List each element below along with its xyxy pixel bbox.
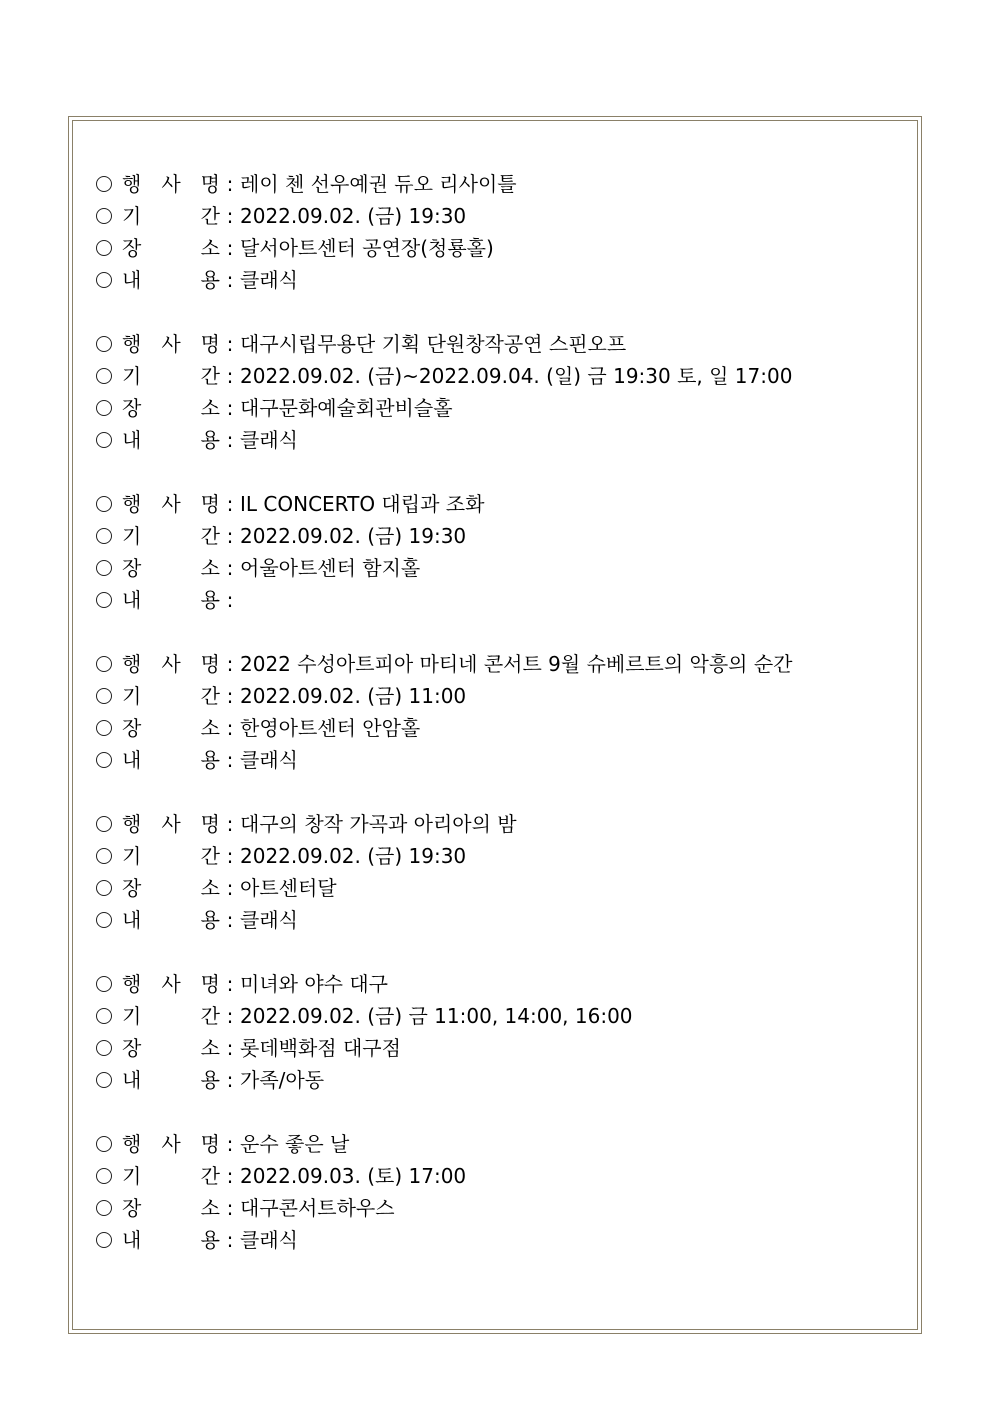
- field-label-content: [122, 1224, 220, 1256]
- field-label-period: [122, 840, 220, 872]
- field-colon: :: [226, 204, 234, 228]
- field-label-place: [122, 392, 220, 424]
- field-label-char: 기: [122, 204, 142, 228]
- event-period-value: 2022.09.03. (토) 17:00: [240, 1164, 467, 1188]
- field-label-char: 기: [122, 524, 142, 548]
- event-content-row: [94, 1064, 914, 1096]
- field-label-char: 명: [200, 652, 220, 676]
- circle-bullet-icon: [96, 272, 112, 288]
- event-block: [94, 1128, 914, 1256]
- event-period-value: 2022.09.02. (금) 금 11:00, 14:00, 16:00: [240, 1004, 633, 1028]
- field-label-period: [122, 680, 220, 712]
- event-period-row: [94, 1000, 914, 1032]
- field-label-char: 사: [161, 652, 181, 676]
- field-label-char: 명: [200, 1132, 220, 1156]
- circle-bullet-icon: [96, 1232, 112, 1248]
- field-label-place: [122, 712, 220, 744]
- field-label-char: 사: [161, 172, 181, 196]
- field-colon: :: [226, 364, 234, 388]
- event-name-row: [94, 648, 914, 680]
- event-period-value: 2022.09.02. (금) 11:00: [240, 684, 467, 708]
- circle-bullet-icon: [96, 1136, 112, 1152]
- event-place-row: [94, 1032, 914, 1064]
- event-period-row: [94, 840, 914, 872]
- event-content-row: [94, 584, 914, 616]
- field-colon: :: [226, 1004, 234, 1028]
- circle-bullet-icon: [96, 400, 112, 416]
- event-content-value: 클래식: [240, 748, 298, 772]
- field-colon: :: [226, 812, 234, 836]
- field-label-char: 용: [200, 1068, 220, 1092]
- field-colon: :: [226, 1132, 234, 1156]
- field-colon: :: [226, 236, 234, 260]
- circle-bullet-icon: [96, 496, 112, 512]
- field-label-char: 내: [122, 428, 142, 452]
- field-colon: :: [226, 428, 234, 452]
- field-label-period: [122, 360, 220, 392]
- field-label-content: [122, 584, 220, 616]
- field-colon: :: [226, 972, 234, 996]
- field-label-char: 장: [122, 1036, 142, 1060]
- field-colon: :: [226, 396, 234, 420]
- event-period-value: 2022.09.02. (금) 19:30: [240, 204, 467, 228]
- field-label-char: 행: [122, 332, 142, 356]
- event-name-row: [94, 1128, 914, 1160]
- event-period-row: [94, 1160, 914, 1192]
- field-label-content: [122, 904, 220, 936]
- field-label-char: 행: [122, 1132, 142, 1156]
- field-label-char: 소: [200, 1036, 220, 1060]
- circle-bullet-icon: [96, 1072, 112, 1088]
- field-label-char: 용: [200, 588, 220, 612]
- field-label-place: [122, 552, 220, 584]
- event-name-row: [94, 328, 914, 360]
- event-place-value: 대구콘서트하우스: [240, 1196, 395, 1220]
- event-place-value: 아트센터달: [240, 876, 337, 900]
- field-label-char: 용: [200, 428, 220, 452]
- circle-bullet-icon: [96, 1168, 112, 1184]
- event-place-row: [94, 872, 914, 904]
- event-block: [94, 488, 914, 616]
- event-content-value: 클래식: [240, 1228, 298, 1252]
- field-label-char: 기: [122, 844, 142, 868]
- field-label-char: 명: [200, 332, 220, 356]
- event-place-value: 한영아트센터 안암홀: [240, 716, 421, 740]
- event-place-row: [94, 712, 914, 744]
- event-block: [94, 808, 914, 936]
- field-colon: :: [226, 1164, 234, 1188]
- circle-bullet-icon: [96, 1200, 112, 1216]
- field-label-char: 용: [200, 268, 220, 292]
- field-label-period: [122, 1000, 220, 1032]
- event-content-row: [94, 424, 914, 456]
- field-label-char: 간: [200, 524, 220, 548]
- field-label-char: 사: [161, 332, 181, 356]
- field-label-place: [122, 1032, 220, 1064]
- field-colon: :: [226, 332, 234, 356]
- field-label-char: 명: [200, 492, 220, 516]
- event-period-value: 2022.09.02. (금) 19:30: [240, 524, 467, 548]
- event-block: [94, 968, 914, 1096]
- event-place-row: [94, 1192, 914, 1224]
- field-label-char: 사: [161, 1132, 181, 1156]
- event-content-row: [94, 904, 914, 936]
- field-label-char: 장: [122, 716, 142, 740]
- field-label-char: 명: [200, 972, 220, 996]
- event-list: [94, 168, 914, 1288]
- field-label-char: 내: [122, 1228, 142, 1252]
- event-block: [94, 328, 914, 456]
- event-content-value: 클래식: [240, 428, 298, 452]
- field-label-char: 명: [200, 812, 220, 836]
- event-place-value: 달서아트센터 공연장(청룡홀): [240, 236, 494, 260]
- event-block: [94, 168, 914, 296]
- field-label-place: [122, 232, 220, 264]
- event-place-row: [94, 232, 914, 264]
- event-name-value: 운수 좋은 날: [240, 1132, 350, 1156]
- field-label-char: 행: [122, 172, 142, 196]
- field-colon: :: [226, 652, 234, 676]
- field-label-char: 장: [122, 396, 142, 420]
- event-name-value: IL CONCERTO 대립과 조화: [240, 492, 485, 516]
- circle-bullet-icon: [96, 752, 112, 768]
- field-colon: :: [226, 492, 234, 516]
- field-label-char: 간: [200, 684, 220, 708]
- event-name-value: 2022 수성아트피아 마티네 콘서트 9월 슈베르트의 악흥의 순간: [240, 652, 793, 676]
- event-name-value: 레이 첸 선우예권 듀오 리사이틀: [240, 172, 517, 196]
- event-name-value: 미녀와 야수 대구: [240, 972, 388, 996]
- field-colon: :: [226, 908, 234, 932]
- field-label-char: 행: [122, 652, 142, 676]
- circle-bullet-icon: [96, 816, 112, 832]
- field-label-char: 기: [122, 1004, 142, 1028]
- circle-bullet-icon: [96, 208, 112, 224]
- event-place-value: 롯데백화점 대구점: [240, 1036, 401, 1060]
- circle-bullet-icon: [96, 240, 112, 256]
- field-colon: :: [226, 684, 234, 708]
- circle-bullet-icon: [96, 528, 112, 544]
- field-colon: :: [226, 844, 234, 868]
- circle-bullet-icon: [96, 560, 112, 576]
- event-name-row: [94, 808, 914, 840]
- field-label-char: 장: [122, 876, 142, 900]
- event-content-value: 가족/아동: [240, 1068, 325, 1092]
- field-label-char: 소: [200, 236, 220, 260]
- event-content-value: 클래식: [240, 908, 298, 932]
- field-label-char: 장: [122, 236, 142, 260]
- circle-bullet-icon: [96, 592, 112, 608]
- field-label-period: [122, 200, 220, 232]
- circle-bullet-icon: [96, 688, 112, 704]
- field-label-place: [122, 1192, 220, 1224]
- field-label-content: [122, 1064, 220, 1096]
- field-label-char: 내: [122, 1068, 142, 1092]
- event-name-row: [94, 968, 914, 1000]
- field-label-name: [122, 328, 220, 360]
- field-label-char: 내: [122, 908, 142, 932]
- field-label-content: [122, 264, 220, 296]
- field-label-char: 소: [200, 396, 220, 420]
- field-label-name: [122, 1128, 220, 1160]
- event-period-row: [94, 360, 914, 392]
- circle-bullet-icon: [96, 912, 112, 928]
- circle-bullet-icon: [96, 432, 112, 448]
- event-name-value: 대구시립무용단 기획 단원창작공연 스핀오프: [240, 332, 627, 356]
- field-colon: :: [226, 172, 234, 196]
- field-colon: :: [226, 748, 234, 772]
- field-label-char: 간: [200, 1164, 220, 1188]
- field-label-char: 사: [161, 972, 181, 996]
- circle-bullet-icon: [96, 336, 112, 352]
- field-colon: :: [226, 1196, 234, 1220]
- field-colon: :: [226, 1228, 234, 1252]
- event-place-value: 대구문화예술회관비슬홀: [240, 396, 453, 420]
- event-place-row: [94, 552, 914, 584]
- circle-bullet-icon: [96, 976, 112, 992]
- field-colon: :: [226, 268, 234, 292]
- field-label-content: [122, 424, 220, 456]
- field-colon: :: [226, 1068, 234, 1092]
- event-period-value: 2022.09.02. (금)~2022.09.04. (일) 금 19:30 토, 일 17:00: [240, 364, 793, 388]
- field-label-char: 내: [122, 588, 142, 612]
- event-block: [94, 648, 914, 776]
- field-label-char: 사: [161, 812, 181, 836]
- field-label-char: 장: [122, 1196, 142, 1220]
- circle-bullet-icon: [96, 176, 112, 192]
- field-label-char: 내: [122, 748, 142, 772]
- field-label-char: 소: [200, 876, 220, 900]
- field-label-char: 명: [200, 172, 220, 196]
- field-label-period: [122, 520, 220, 552]
- field-label-period: [122, 1160, 220, 1192]
- field-label-name: [122, 168, 220, 200]
- circle-bullet-icon: [96, 656, 112, 672]
- field-label-name: [122, 488, 220, 520]
- field-label-char: 소: [200, 556, 220, 580]
- field-label-char: 행: [122, 812, 142, 836]
- event-content-row: [94, 744, 914, 776]
- field-label-char: 용: [200, 748, 220, 772]
- circle-bullet-icon: [96, 1040, 112, 1056]
- field-label-name: [122, 808, 220, 840]
- field-label-char: 용: [200, 1228, 220, 1252]
- field-colon: :: [226, 524, 234, 548]
- field-label-char: 간: [200, 204, 220, 228]
- event-name-row: [94, 168, 914, 200]
- circle-bullet-icon: [96, 880, 112, 896]
- field-label-char: 행: [122, 492, 142, 516]
- event-period-row: [94, 520, 914, 552]
- event-content-row: [94, 264, 914, 296]
- event-name-row: [94, 488, 914, 520]
- circle-bullet-icon: [96, 848, 112, 864]
- field-label-char: 간: [200, 1004, 220, 1028]
- event-name-value: 대구의 창작 가곡과 아리아의 밤: [240, 812, 517, 836]
- field-label-char: 사: [161, 492, 181, 516]
- field-label-char: 간: [200, 364, 220, 388]
- event-content-value: 클래식: [240, 268, 298, 292]
- field-colon: :: [226, 556, 234, 580]
- field-label-char: 내: [122, 268, 142, 292]
- field-label-char: 간: [200, 844, 220, 868]
- field-label-name: [122, 968, 220, 1000]
- event-place-value: 어울아트센터 함지홀: [240, 556, 421, 580]
- field-label-name: [122, 648, 220, 680]
- field-colon: :: [226, 1036, 234, 1060]
- field-label-place: [122, 872, 220, 904]
- event-period-value: 2022.09.02. (금) 19:30: [240, 844, 467, 868]
- circle-bullet-icon: [96, 720, 112, 736]
- field-label-char: 소: [200, 716, 220, 740]
- field-label-char: 기: [122, 1164, 142, 1188]
- field-label-char: 기: [122, 684, 142, 708]
- field-label-char: 용: [200, 908, 220, 932]
- event-period-row: [94, 680, 914, 712]
- event-period-row: [94, 200, 914, 232]
- field-label-char: 행: [122, 972, 142, 996]
- field-colon: :: [226, 588, 234, 612]
- field-label-char: 기: [122, 364, 142, 388]
- field-label-char: 소: [200, 1196, 220, 1220]
- event-place-row: [94, 392, 914, 424]
- field-label-char: 장: [122, 556, 142, 580]
- field-colon: :: [226, 876, 234, 900]
- field-label-content: [122, 744, 220, 776]
- event-content-row: [94, 1224, 914, 1256]
- field-colon: :: [226, 716, 234, 740]
- circle-bullet-icon: [96, 368, 112, 384]
- circle-bullet-icon: [96, 1008, 112, 1024]
